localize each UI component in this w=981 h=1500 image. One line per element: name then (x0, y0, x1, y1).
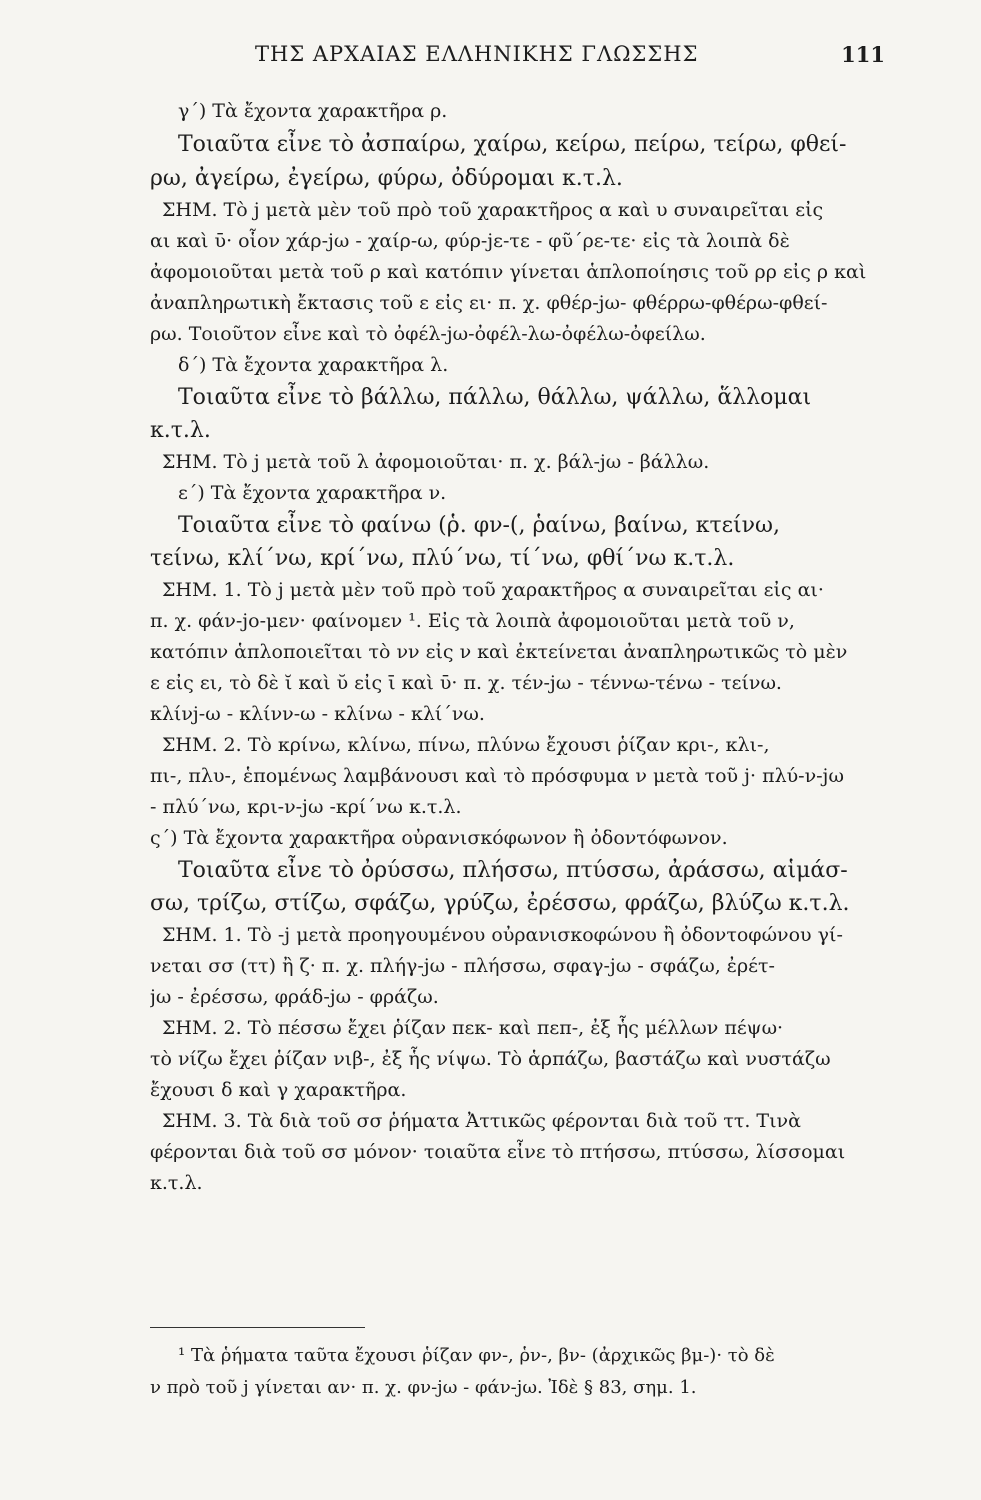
text-line: τείνω, κλί΄νω, κρί΄νω, πλύ΄νω, τί΄νω, φθί΄νω κ.τ.λ. (150, 546, 735, 571)
footnote-divider (150, 1327, 365, 1328)
note-line: ΣΗΜ. 1. Τὸ j μετὰ μὲν τοῦ πρὸ τοῦ χαρακτῆρος α συναιρεῖται εἰς αι· (162, 579, 824, 601)
header-title: ΤΗΣ ΑΡΧΑΙΑΣ ΕΛΛΗΝΙΚΗΣ ΓΛΩΣΣΗΣ (255, 42, 699, 66)
note-line: ΣΗΜ. Τὸ j μετὰ μὲν τοῦ πρὸ τοῦ χαρακτῆρος α καὶ υ συναιρεῖται εἰς (162, 199, 824, 221)
footnote (150, 1340, 885, 1404)
main-text (150, 96, 885, 1199)
note-line: πι-, πλυ-, ἑπομένως λαμβάνουσι καὶ τὸ πρόσφυμα ν μετὰ τοῦ j· πλύ-ν-jω (150, 765, 844, 787)
text-line: Τοιαῦτα εἶνε τὸ βάλλω, πάλλω, θάλλω, ψάλλω, ἅλλομαι (178, 385, 812, 410)
note-line: ρω. Τοιοῦτον εἶνε καὶ τὸ ὀφέλ-jω-ὀφέλ-λω-ὀφέλω-ὀφείλω. (150, 323, 706, 345)
note-line: ε εἰς ει, τὸ δὲ ῐ καὶ ῠ εἰς ῑ καὶ ῡ· π. χ. τέν-jω - τέννω-τένω - τείνω. (150, 672, 782, 694)
note-line: κατόπιν ἁπλοποιεῖται τὸ νν εἰς ν καὶ ἐκτείνεται ἀναπληρωτικῶς τὸ μὲν (150, 641, 848, 663)
section-heading-gamma: γ΄) Τὰ ἔχοντα χαρακτῆρα ρ. (178, 100, 448, 122)
footnote-line: ν πρὸ τοῦ j γίνεται αν· π. χ. φν-jω - φάν-jω. Ἰδὲ § 83, σημ. 1. (150, 1377, 697, 1398)
note-line: ἔχουσι δ καὶ γ χαρακτῆρα. (150, 1079, 407, 1101)
text-line: Τοιαῦτα εἶνε τὸ φαίνω (ῥ. φν-(, ῥαίνω, βαίνω, κτείνω, (178, 513, 780, 538)
footnote-line: ¹ Τὰ ῥήματα ταῦτα ἔχουσι ῥίζαν φν-, ῥν-, βν- (ἀρχικῶς βμ-)· τὸ δὲ (178, 1345, 775, 1366)
note-line: κ.τ.λ. (150, 1172, 203, 1194)
note-line: ΣΗΜ. 3. Τὰ διὰ τοῦ σσ ῥήματα Ἀττικῶς φέρονται διὰ τοῦ ττ. Τινὰ (162, 1110, 801, 1132)
text-line: Τοιαῦτα εἶνε τὸ ἀσπαίρω, χαίρω, κείρω, πείρω, τείρω, φθεί- (178, 132, 847, 157)
note-line: φέρονται διὰ τοῦ σσ μόνον· τοιαῦτα εἶνε τὸ πτήσσω, πτύσσω, λίσσομαι (150, 1141, 846, 1163)
note-line: ΣΗΜ. 1. Τὸ -j μετὰ προηγουμένου οὐρανισκοφώνου ἢ ὀδοντοφώνου γί- (162, 924, 843, 946)
note-line: ΣΗΜ. 2. Τὸ κρίνω, κλίνω, πίνω, πλύνω ἔχουσι ῥίζαν κρι-, κλι-, (162, 734, 770, 756)
text-line: σω, τρίζω, στίζω, σφάζω, γρύζω, ἐρέσσω, φράζω, βλύζω κ.τ.λ. (150, 891, 850, 916)
note-line: αι καὶ ῡ· οἷον χάρ-jω - χαίρ-ω, φύρ-jε-τε - φῦ΄ρε-τε· εἰς τὰ λοιπὰ δὲ (150, 230, 790, 252)
note-line: ἀφομοιοῦται μετὰ τοῦ ρ καὶ κατόπιν γίνεται ἁπλοποίησις τοῦ ρρ εἰς ρ καὶ (150, 261, 867, 283)
section-heading-delta: δ΄) Τὰ ἔχοντα χαρακτῆρα λ. (178, 354, 449, 376)
note-line: ΣΗΜ. 2. Τὸ πέσσω ἔχει ῥίζαν πεκ- καὶ πεπ-, ἐξ ἧς μέλλων πέψω· (162, 1017, 784, 1039)
note-line: νεται σσ (ττ) ἢ ζ· π. χ. πλήγ-jω - πλήσσω, σφαγ-jω - σφάζω, ἐρέτ- (150, 955, 775, 977)
note-line: jω - ἐρέσσω, φράδ-jω - φράζω. (150, 986, 439, 1008)
note-line: ἀναπληρωτικὴ ἔκτασις τοῦ ε εἰς ει· π. χ. φθέρ-jω- φθέρρω-φθέρω-φθεί- (150, 292, 828, 314)
note-line: κλίνj-ω - κλίνν-ω - κλίνω - κλί΄νω. (150, 703, 485, 725)
text-line: Τοιαῦτα εἶνε τὸ ὀρύσσω, πλήσσω, πτύσσω, ἀράσσω, αἱμάσ- (178, 858, 848, 883)
text-line: κ.τ.λ. (150, 418, 211, 443)
text-line: ρω, ἀγείρω, ἐγείρω, φύρω, ὀδύρομαι κ.τ.λ. (150, 166, 623, 191)
note-line: - πλύ΄νω, κρι-ν-jω -κρί΄νω κ.τ.λ. (150, 796, 462, 818)
section-heading-stigma: ς΄) Τὰ ἔχοντα χαρακτῆρα οὐρανισκόφωνον ἢ ὀδοντόφωνον. (150, 827, 728, 849)
page-number: 111 (841, 42, 885, 67)
section-heading-epsilon: ε΄) Τὰ ἔχοντα χαρακτῆρα ν. (178, 482, 447, 504)
note-line: ΣΗΜ. Τὸ j μετὰ τοῦ λ ἀφομοιοῦται· π. χ. βάλ-jω - βάλλω. (162, 451, 710, 473)
note-line: π. χ. φάν-jo-μεν· φαίνομεν ¹. Εἰς τὰ λοιπὰ ἀφομοιοῦται μετὰ τοῦ ν, (150, 610, 795, 632)
running-header (150, 42, 885, 78)
note-line: τὸ νίζω ἔχει ῥίζαν νιβ-, ἐξ ἧς νίψω. Τὸ ἁρπάζω, βαστάζω καὶ νυστάζω (150, 1048, 831, 1070)
